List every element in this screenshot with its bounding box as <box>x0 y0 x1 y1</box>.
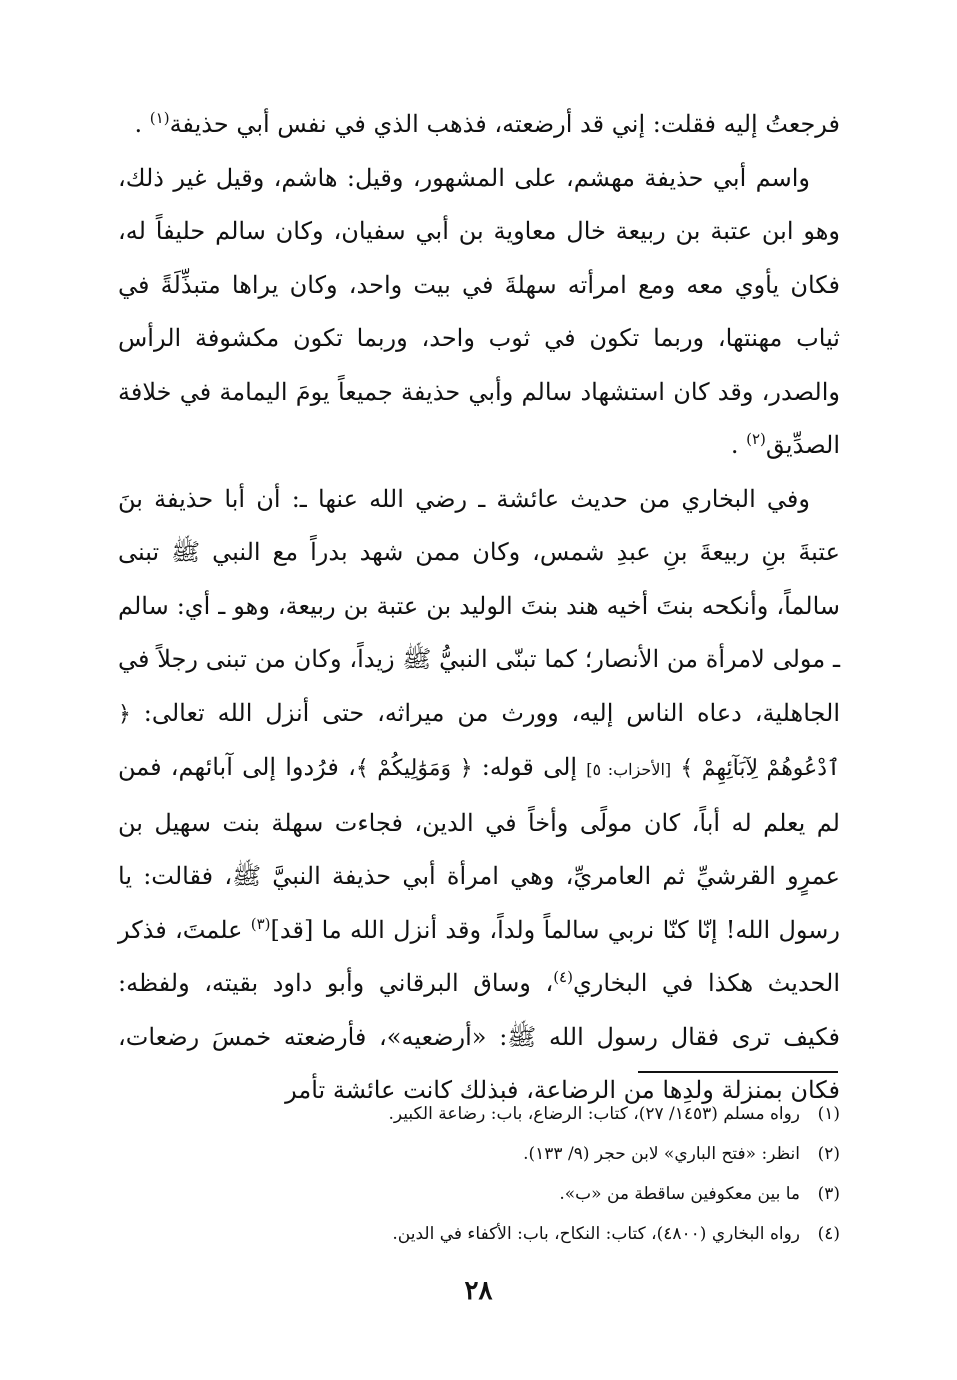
paragraph-1-end: . <box>134 110 143 138</box>
footnote-ref-2[interactable]: (٢) <box>746 430 766 448</box>
paragraph-1-text: فرجعتُ إليه فقلت: إني قد أرضعته، فذهب الذي في نفس أبي حذيفة <box>169 110 840 138</box>
page-number: ٢٨ <box>464 1276 493 1306</box>
paragraph-3-text-e: ، وساق البرقاني وأبو داود بقيته، ولفظه: فكيف ترى فقال رسول الله ﷺ: «أرضعيه»، فأرضعته خمسَ رضعات، فكان بمنزلة ولدِها من الرضاعة، فبذلك كانت عائشة تأمر <box>118 969 840 1104</box>
quran-verse-1-reference: [الأحزاب: ٥] <box>586 760 672 779</box>
footnote-3 <box>118 1174 840 1214</box>
paragraph-3-text-d: علمتَ، فذكر الحديث هكذا في البخاري <box>118 915 840 997</box>
paragraph-2 <box>118 152 840 473</box>
paragraph-3 <box>118 473 840 1118</box>
footnote-number: (١) <box>817 1104 840 1124</box>
footnote-number: (٤) <box>817 1224 840 1244</box>
footnote-1 <box>118 1094 840 1134</box>
paragraph-2-text: واسم أبي حذيفة مهشم، على المشهور، وقيل: هاشم، وقيل غير ذلك، وهو ابن عتبة بن ربيعة خال معاوية بن أبي سفيان، وكان سالم حليفاً له، فكان يأوي معه ومع امرأته سهلةَ في بيت واحد، وكان يراها متبذِّلَةً في ثياب مهنتها، وربما تكون في ثوب واحد، وربما تكون مكشوفة الرأس والصدر، وقد كان استشهاد سالم وأبي حذيفة جميعاً يومَ اليمامة في خلافة الصدِّيق <box>118 163 840 459</box>
footnote-number: (٢) <box>817 1144 840 1164</box>
quran-verse-1: ﴿ ٱدْعُوهُمْ لِآبَآئِهِمْ ﴾ <box>118 701 840 781</box>
footnote-4 <box>118 1214 840 1254</box>
paragraph-3-text-a: وفي البخاري من حديث عائشة ـ رضي الله عنها ـ: أن أبا حذيفة بنَ عتبةَ بنِ ربيعةَ بنِ عبدِ شمس، وكان ممن شهد بدراً مع النبي ﷺ تبنى سالماً، وأنكحه بنتَ أخيه هند بنتَ الوليد بن عتبة بن ربيعة، وهو ـ أي: سالم ـ مولى لامرأة من الأنصار؛ كما تبنّى النبيُّ ﷺ زيداً، وكان من تبنى رجلاً في الجاهلية، دعاه الناس إليه، وورث من ميراثه، حتى أنزل الله تعالى: <box>118 484 840 727</box>
main-text <box>118 98 840 1118</box>
footnote-ref-1[interactable]: (١) <box>149 109 170 127</box>
footnote-separator <box>638 1071 838 1073</box>
footnotes <box>118 1094 840 1254</box>
paragraph-3-text-b: إلى قوله: <box>481 753 578 781</box>
footnote-text: انظر: «فتح الباري» لابن حجر (٩/ ١٣٣). <box>523 1144 800 1164</box>
footnote-text: ما بين معكوفين ساقطة من «ب». <box>559 1184 800 1204</box>
footnote-number: (٣) <box>817 1184 840 1204</box>
footnote-text: رواه مسلم (١٤٥٣/ ٢٧)، كتاب: الرضاع، باب: رضاعة الكبير. <box>388 1104 800 1124</box>
footnote-ref-3[interactable]: (٣) <box>250 914 271 933</box>
footnote-2 <box>118 1134 840 1174</box>
quran-verse-2: ﴿ وَمَوَٰلِيكُمْ ﴾ <box>355 756 473 781</box>
paragraph-1 <box>118 98 840 152</box>
paragraph-2-end: . <box>730 431 739 459</box>
footnote-ref-4[interactable]: (٤) <box>553 968 573 986</box>
paragraph-3-text-c: ، فرُدوا إلى آبائهم، فمن لم يعلم له أباً، كان مولًى وأخاً في الدين، فجاءت سهلة بنت سهيل بن عمرٍو القرشيِّ ثم العامريِّ، وهي امرأة أبي حذيفة النبيَّ ﷺ، فقالت: يا رسول الله! إنّا كنّا نربي سالماً ولداً، وقد أنزل الله ما [قد] <box>118 753 840 944</box>
footnote-text: رواه البخاري (٤٨٠٠)، كتاب: النكاح، باب: الأكفاء في الدين. <box>392 1224 800 1244</box>
